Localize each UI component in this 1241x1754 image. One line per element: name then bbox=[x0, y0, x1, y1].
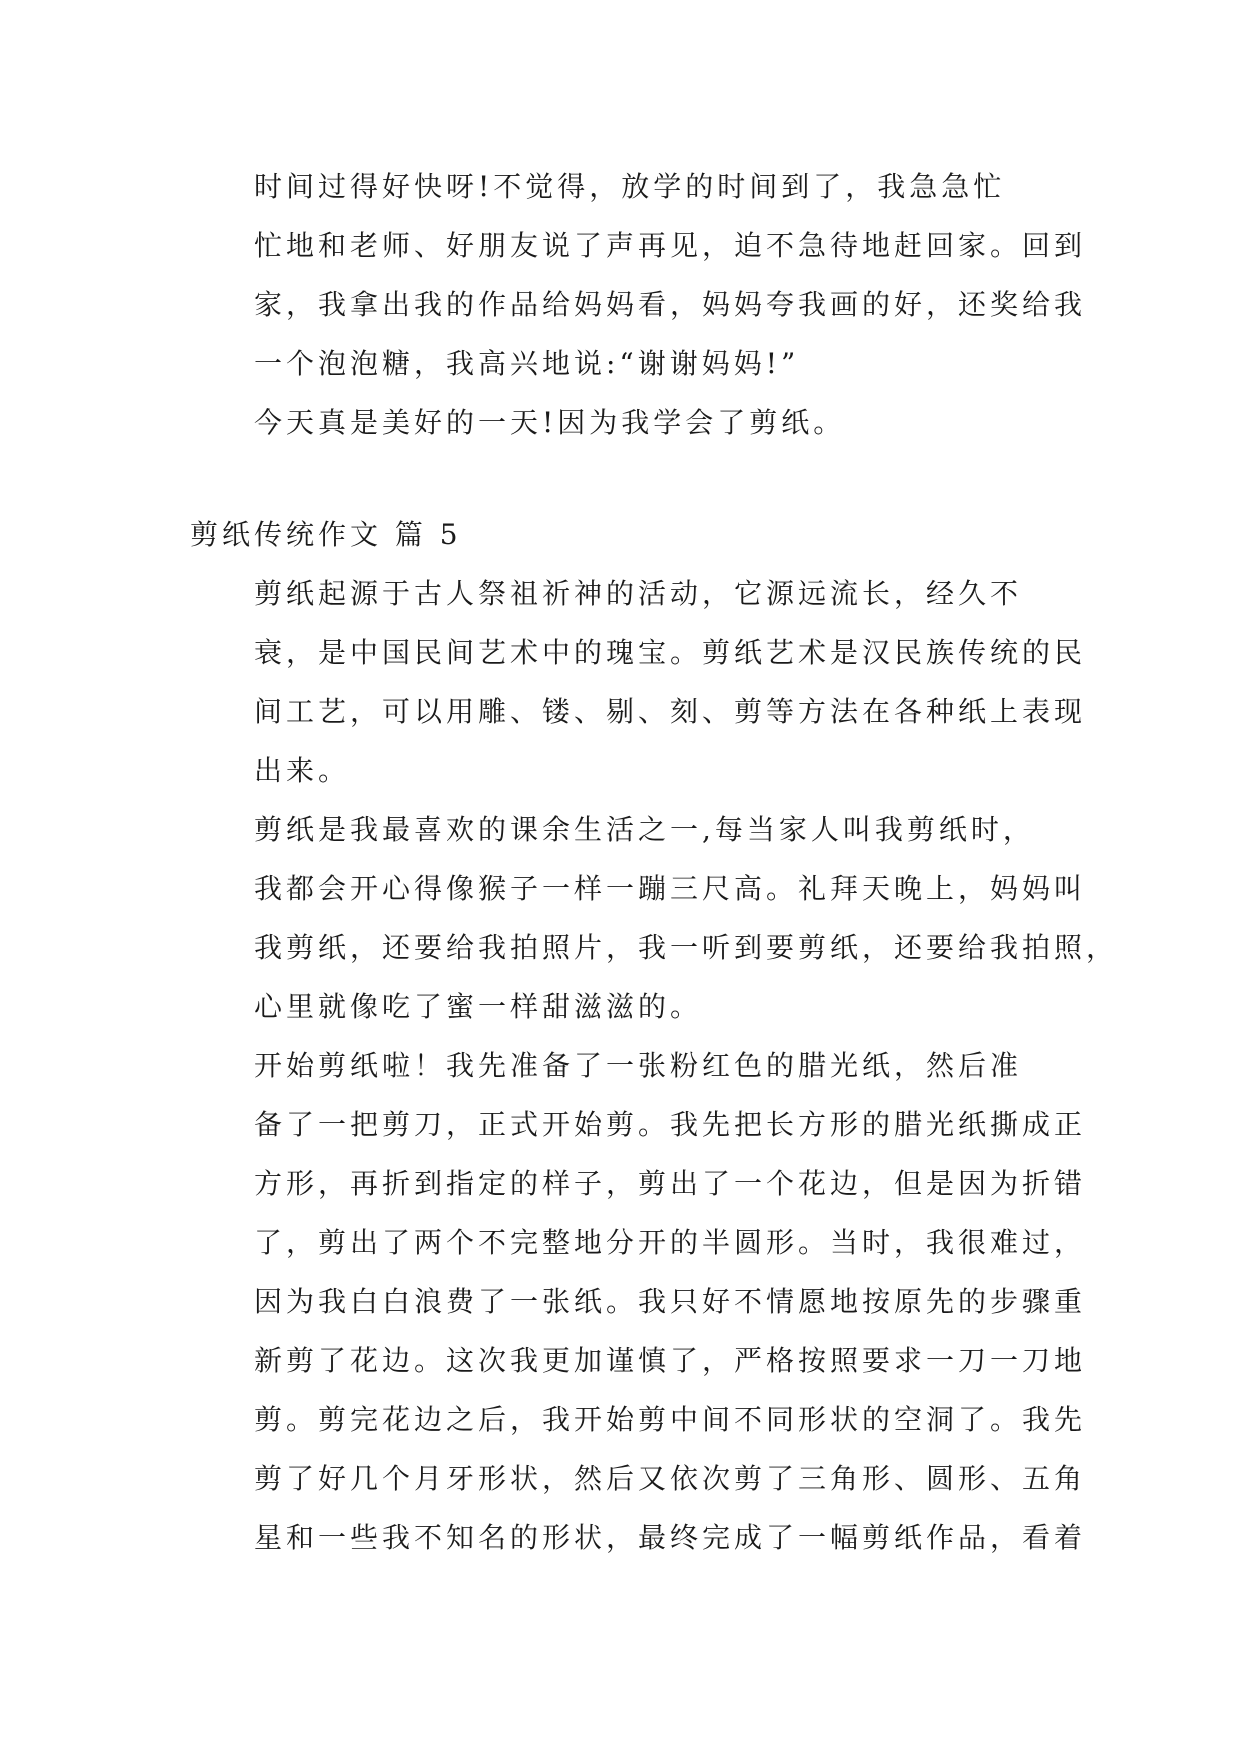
paragraph-line: 方形，再折到指定的样子，剪出了一个花边，但是因为折错 bbox=[254, 1167, 1087, 1200]
paragraph-line: 剪纸是我最喜欢的课余生活之一,每当家人叫我剪纸时， bbox=[254, 813, 1035, 846]
paragraph-line: 了，剪出了两个不完整地分开的半圆形。当时，我很难过， bbox=[254, 1226, 1087, 1259]
paragraph-process bbox=[190, 1036, 1087, 1567]
paragraph-line: 出来。 bbox=[254, 754, 351, 787]
paragraph-line: 剪。剪完花边之后，我开始剪中间不同形状的空洞了。我先 bbox=[254, 1403, 1087, 1436]
paragraph-good-day bbox=[190, 393, 1070, 452]
paragraph-line: 今天真是美好的一天!因为我学会了剪纸。 bbox=[254, 406, 846, 439]
section-a-body bbox=[190, 157, 1087, 452]
paragraph-line: 忙地和老师、好朋友说了声再见，迫不急待地赶回家。回到 bbox=[254, 229, 1087, 262]
section-heading: 剪纸传统作文 篇 5 bbox=[190, 518, 462, 551]
paragraph-line: 时间过得好快呀!不觉得，放学的时间到了，我急急忙 bbox=[254, 170, 1006, 203]
paragraph-line: 一个泡泡糖，我高兴地说:“谢谢妈妈!” bbox=[254, 347, 800, 380]
paragraph-line: 剪纸起源于古人祭祖祈神的活动，它源远流长，经久不 bbox=[254, 577, 1023, 610]
paragraph-line: 我剪纸，还要给我拍照片，我一听到要剪纸，还要给我拍照， bbox=[254, 931, 1119, 964]
paragraph-line: 新剪了花边。这次我更加谨慎了，严格按照要求一刀一刀地 bbox=[254, 1344, 1087, 1377]
paragraph-line: 开始剪纸啦！我先准备了一张粉红色的腊光纸，然后准 bbox=[254, 1049, 1023, 1082]
paragraph-line: 间工艺，可以用雕、镂、剔、刻、剪等方法在各种纸上表现 bbox=[254, 695, 1087, 728]
section-b-body bbox=[190, 564, 1119, 1567]
paragraph-line: 星和一些我不知名的形状，最终完成了一幅剪纸作品，看着 bbox=[254, 1521, 1087, 1554]
paragraph-origin bbox=[190, 564, 1087, 800]
paragraph-line: 剪了好几个月牙形状，然后又依次剪了三角形、圆形、五角 bbox=[254, 1462, 1087, 1495]
paragraph-line: 衰，是中国民间艺术中的瑰宝。剪纸艺术是汉民族传统的民 bbox=[254, 636, 1087, 669]
paragraph-line: 我都会开心得像猴子一样一蹦三尺高。礼拜天晚上，妈妈叫 bbox=[254, 872, 1087, 905]
paragraph-time-flies bbox=[190, 157, 1087, 393]
paragraph-line: 心里就像吃了蜜一样甜滋滋的。 bbox=[254, 990, 703, 1023]
paragraph-line: 因为我白白浪费了一张纸。我只好不情愿地按原先的步骤重 bbox=[254, 1285, 1087, 1318]
paragraph-line: 家，我拿出我的作品给妈妈看，妈妈夸我画的好，还奖给我 bbox=[254, 288, 1087, 321]
paragraph-line: 备了一把剪刀，正式开始剪。我先把长方形的腊光纸撕成正 bbox=[254, 1108, 1087, 1141]
paragraph-hobby bbox=[190, 800, 1119, 1036]
